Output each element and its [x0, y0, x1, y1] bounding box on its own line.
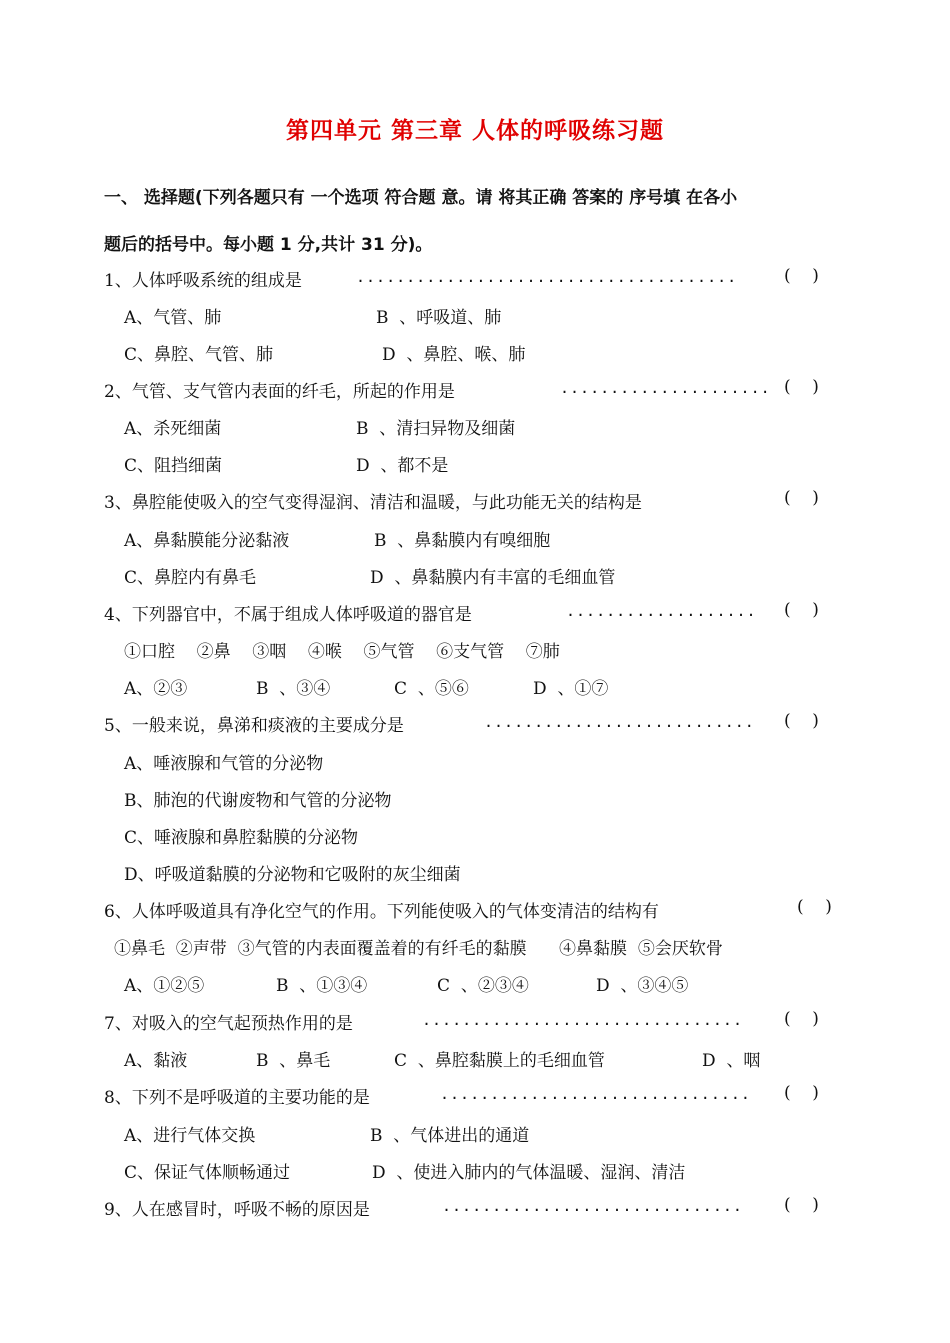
question-1-option-c: C、鼻腔、气管、肺 [124, 345, 274, 365]
question-2-answer-blank: ( ) [784, 377, 819, 397]
question-5-stem: 5、一般来说，鼻涕和痰液的主要成分是 [104, 716, 404, 736]
question-4-option-b: B 、③④ [256, 679, 331, 699]
question-8-option-c: C、保证气体顺畅通过 [124, 1163, 291, 1183]
question-6-items: ①鼻毛 ②声带 ③气管的内表面覆盖着的有纤毛的黏膜 ④鼻黏膜 ⑤会厌软骨 [114, 939, 723, 959]
question-9-stem: 9、人在感冒时，呼吸不畅的原因是 [104, 1200, 370, 1220]
question-7-answer-blank: ( ) [784, 1009, 819, 1029]
question-4-leader: ................... [566, 602, 757, 620]
question-2-leader: ..................... [560, 379, 771, 397]
question-8-leader: ............................... [440, 1085, 751, 1103]
question-1-leader: ...................................... [356, 268, 738, 286]
question-4-option-d: D 、①⑦ [533, 679, 609, 699]
question-1-option-a: A、气管、肺 [124, 308, 222, 328]
question-2-option-a: A、杀死细菌 [124, 419, 222, 439]
question-3-option-c: C、鼻腔内有鼻毛 [124, 568, 257, 588]
question-5-option-b: B、肺泡的代谢废物和气管的分泌物 [124, 791, 392, 811]
question-2-option-b: B 、清扫异物及细菌 [356, 419, 516, 439]
question-1-option-b: B 、呼吸道、肺 [376, 308, 502, 328]
question-7-leader: ................................ [422, 1011, 743, 1029]
question-2-stem: 2、气管、支气管内表面的纤毛，所起的作用是 [104, 382, 455, 402]
question-3-option-b: B 、鼻黏膜内有嗅细胞 [374, 531, 551, 551]
question-1-stem: 1、人体呼吸系统的组成是 [104, 271, 302, 291]
question-7-option-d: D 、咽 [702, 1051, 761, 1071]
question-1-answer-blank: ( ) [784, 266, 819, 286]
page-title: 第四单元 第三章 人体的呼吸练习题 [285, 118, 664, 144]
question-4-option-c: C 、⑤⑥ [394, 679, 469, 699]
question-2-option-c: C、阻挡细菌 [124, 456, 223, 476]
question-6-option-b: B 、①③④ [276, 976, 368, 996]
question-3-option-a: A、鼻黏膜能分泌黏液 [124, 531, 290, 551]
question-6-stem: 6、人体呼吸道具有净化空气的作用。下列能使吸入的气体变清洁的结构有 [104, 902, 659, 922]
question-4-answer-blank: ( ) [784, 600, 819, 620]
question-8-option-a: A、进行气体交换 [124, 1126, 256, 1146]
question-8-option-b: B 、气体进出的通道 [370, 1126, 530, 1146]
question-5-option-d: D、呼吸道黏膜的分泌物和它吸附的灰尘细菌 [124, 865, 461, 885]
question-7-option-a: A、黏液 [124, 1051, 188, 1071]
question-3-option-d: D 、鼻黏膜内有丰富的毛细血管 [370, 568, 616, 588]
question-2-option-d: D 、都不是 [356, 456, 449, 476]
question-4-option-a: A、②③ [124, 679, 188, 699]
question-4-items: ①口腔 ②鼻 ③咽 ④喉 ⑤气管 ⑥支气管 ⑦肺 [124, 642, 560, 662]
question-8-answer-blank: ( ) [784, 1083, 819, 1103]
question-3-answer-blank: ( ) [784, 488, 819, 508]
question-5-option-c: C、唾液腺和鼻腔黏膜的分泌物 [124, 828, 359, 848]
question-7-option-c: C 、鼻腔黏膜上的毛细血管 [394, 1051, 605, 1071]
question-6-option-c: C 、②③④ [437, 976, 529, 996]
section-heading-line2: 题后的括号中。每小题 1 分,共计 31 分)。 [104, 235, 433, 255]
question-6-answer-blank: ( ) [797, 897, 832, 917]
section-heading-line1: 一、 选择题(下列各题只有 一个选项 符合题 意。请 将其正确 答案的 序号填 在各小 [104, 188, 738, 208]
question-6-option-d: D 、③④⑤ [596, 976, 689, 996]
question-5-answer-blank: ( ) [784, 711, 819, 731]
question-7-option-b: B 、鼻毛 [256, 1051, 331, 1071]
question-1-option-d: D 、鼻腔、喉、肺 [382, 345, 526, 365]
question-6-option-a: A、①②⑤ [124, 976, 205, 996]
question-9-answer-blank: ( ) [784, 1195, 819, 1215]
question-9-leader: .............................. [442, 1197, 743, 1215]
question-7-stem: 7、对吸入的空气起预热作用的是 [104, 1014, 353, 1034]
question-5-option-a: A、唾液腺和气管的分泌物 [124, 754, 324, 774]
question-8-stem: 8、下列不是呼吸道的主要功能的是 [104, 1088, 370, 1108]
question-3-stem: 3、鼻腔能使吸入的空气变得湿润、清洁和温暖，与此功能无关的结构是 [104, 493, 642, 513]
question-4-stem: 4、下列器官中，不属于组成人体呼吸道的器官是 [104, 605, 472, 625]
question-5-leader: ........................... [484, 713, 755, 731]
question-8-option-d: D 、使进入肺内的气体温暖、湿润、清洁 [372, 1163, 686, 1183]
